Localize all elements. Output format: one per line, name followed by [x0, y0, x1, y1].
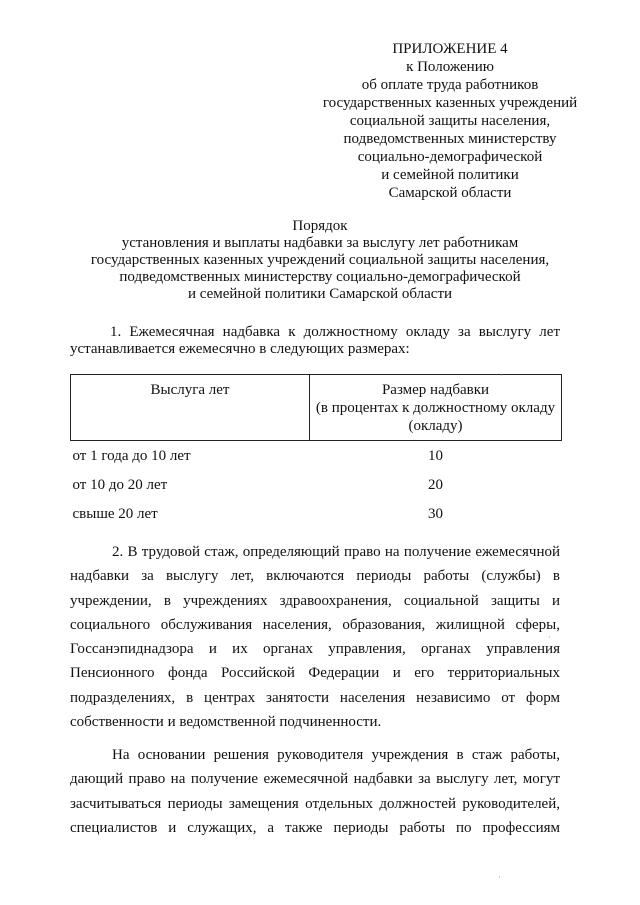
order-title-line: Порядок: [292, 218, 348, 234]
appendix-line: об оплате труда работников: [361, 77, 539, 93]
header-service-years: Выслуга лет: [71, 375, 310, 441]
appendix-line: социально-демографической: [357, 149, 543, 165]
table-row: [71, 441, 562, 471]
table-row: [71, 470, 562, 499]
appendix-line: социальной защиты населения,: [349, 113, 551, 129]
paragraph-1-line: 1. Ежемесячная надбавка к должностному окладу за выслугу лет: [110, 324, 560, 340]
percent-cell: 20: [428, 476, 443, 493]
order-title-line: и семейной политики Самарской области: [187, 286, 453, 302]
order-title-line: подведомственных министерству социально-демографической: [119, 269, 521, 285]
paragraph-3: [70, 743, 560, 840]
paragraph-2-line: социального обслуживания населения, образования, жилищной сферы,: [70, 616, 560, 633]
header-bonus-size: [310, 375, 562, 441]
appendix-line: к Положению: [406, 59, 494, 75]
bonus-table: [70, 374, 562, 528]
appendix-line: государственных казенных учреждений: [322, 95, 578, 111]
appendix-line: Самарской области: [388, 185, 512, 201]
paragraph-1-line: устанавливается ежемесячно в следующих размерах:: [70, 341, 410, 357]
paragraph-2-line: Госсанэпиднадзора и их органах управления, органах управления: [70, 641, 560, 658]
period-cell: от 1 года до 10 лет: [72, 447, 191, 464]
scan-speck: ·: [548, 632, 551, 642]
period-cell: от 10 до 20 лет: [72, 476, 168, 493]
order-title-line: государственных казенных учреждений социальной защиты населения,: [90, 252, 550, 268]
paragraph-2-line: 2. В трудовой стаж, определяющий право на получение ежемесячной: [112, 544, 560, 560]
paragraph-2-line: подразделениях, в центрах занятости населения независимо от форм: [70, 689, 560, 706]
appendix-line: подведомственных министерству: [343, 131, 557, 147]
order-title-line: установления и выплаты надбавки за выслугу лет работникам: [121, 235, 519, 251]
paragraph-3-line: На основании решения руководителя учреждения в стаж работы,: [112, 747, 560, 763]
order-title: [60, 218, 580, 303]
paragraph-3-line: дающий право на получение ежемесячной надбавки за выслугу лет, могут: [70, 771, 560, 788]
scan-speck: ·: [500, 370, 503, 380]
table-header-row: [71, 375, 562, 441]
header-bonus-line: (в процентах к должностному окладу: [315, 400, 556, 416]
percent-cell: 30: [428, 505, 443, 522]
appendix-line: и семейной политики: [381, 167, 519, 183]
paragraph-2: [70, 540, 560, 734]
paragraph-2-line: собственности и ведомственной подчиненности.: [70, 714, 382, 731]
paragraph-1: [70, 324, 560, 358]
header-bonus-line: (окладу): [408, 418, 463, 434]
scan-speck: ·: [498, 872, 501, 882]
paragraph-3-line: специалистов и служащих, а также периоды работы по профессиям: [70, 819, 560, 836]
percent-cell: 10: [428, 447, 443, 464]
appendix-header: [300, 40, 600, 202]
appendix-line: ПРИЛОЖЕНИЕ 4: [392, 41, 508, 57]
paragraph-2-line: Пенсионного фонда Российской Федерации и его территориальных: [70, 665, 560, 682]
paragraph-2-line: учреждении, в учреждениях здравоохранения, социальной защиты и: [70, 592, 560, 609]
paragraph-2-line: надбавки за выслугу лет, включаются периоды работы (службы) в: [70, 568, 560, 585]
paragraph-3-line: засчитываться периоды замещения отдельных должностей руководителей,: [70, 795, 560, 812]
header-bonus-line: Размер надбавки: [381, 382, 490, 398]
table-row: [71, 499, 562, 528]
period-cell: свыше 20 лет: [72, 505, 158, 522]
